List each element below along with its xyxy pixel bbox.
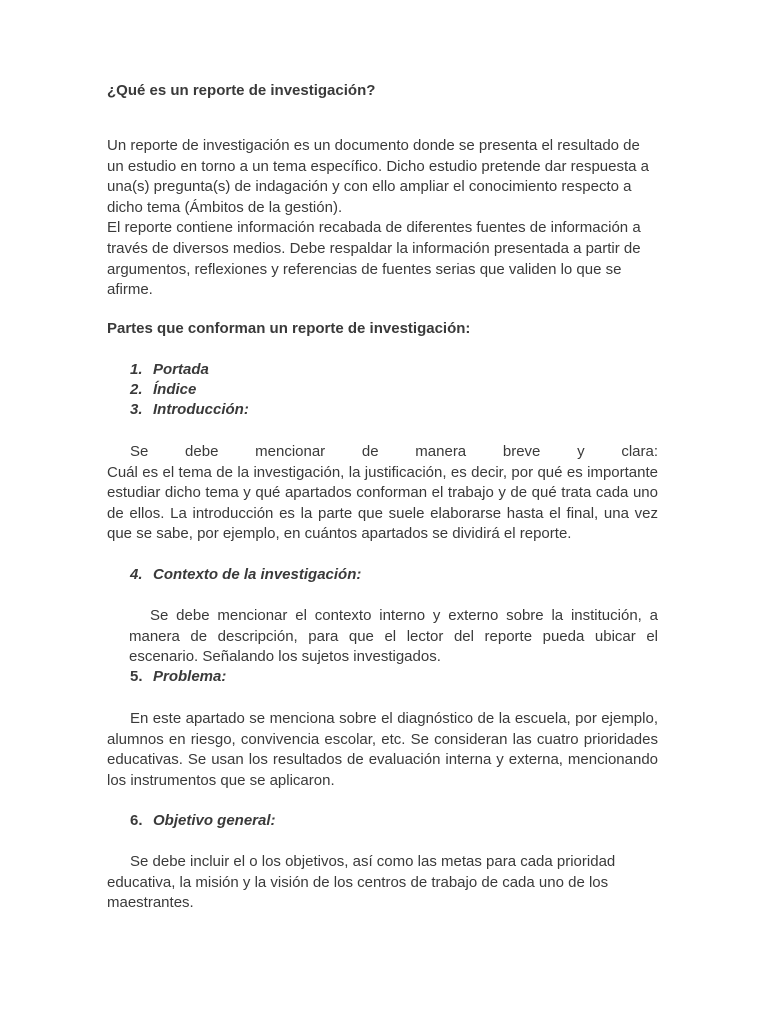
section-label: Introducción: (153, 401, 249, 418)
section-item-portada (130, 360, 209, 380)
section-item-problema (130, 667, 226, 687)
section-label: Contexto de la investigación: (153, 566, 362, 583)
section-number: 5. (130, 668, 143, 685)
intro-text-1: Un reporte de investigación es un documento donde se presenta el resultado de un estudio en torno a un tema específico. Dicho estudio pretende dar respuesta a una(s) pregunta(s) de indagación y con ello ampliar el conocimiento respecto a dicho tema (Ámbitos de la gestión). (107, 137, 650, 216)
section-number: 2. (130, 381, 143, 398)
section-label: Problema: (153, 668, 227, 685)
document-title: ¿Qué es un reporte de investigación? (107, 82, 376, 99)
parts-heading: Partes que conforman un reporte de investigación: (107, 320, 471, 337)
section-item-introduccion (130, 400, 249, 420)
section-item-objetivo (130, 811, 276, 831)
introduccion-text: Cuál es el tema de la investigación, la justificación, es decir, por qué es importante estudiar dicho tema y qué apartados conforman el trabajo y de qué trata cada uno de ellos. La introducción es la parte que suele elaborarse hasta el final, una vez que se sabe, por ejemplo, en cuántos apartados se dividirá el reporte. (107, 463, 658, 543)
intro-text-2: El reporte contiene información recabada de diferentes fuentes de información a través de diversos medios. Debe respaldar la información presentada a partir de argumentos, reflexiones y referencias de fuentes serias que validen lo que se afirme. (107, 219, 641, 299)
section-number: 1. (130, 361, 143, 378)
section-label: Portada (153, 361, 209, 378)
section-number: 3. (130, 401, 143, 418)
introduccion-paragraph (107, 442, 658, 545)
intro-paragraph (107, 136, 658, 301)
problema-paragraph: En este apartado se menciona sobre el diagnóstico de la escuela, por ejemplo, alumnos en riesgo, convivencia escolar, etc. Se consideran las cuatro prioridades educativas. Se usan los resultados de evaluación interna y externa, mencionando los instrumentos que se aplicaron. (107, 710, 658, 789)
section-label: Índice (153, 381, 197, 398)
contexto-paragraph: Se debe mencionar el contexto interno y externo sobre la institución, a manera de descripción, para que el lector del reporte pueda ubicar el escenario. Señalando los sujetos investigados. (129, 607, 658, 666)
section-number: 6. (130, 812, 143, 829)
introduccion-first-line: Se debe mencionar de manera breve y clara: (130, 443, 658, 460)
section-item-indice (130, 380, 196, 400)
section-number: 4. (130, 566, 143, 583)
section-label: Objetivo general: (153, 812, 276, 829)
objetivo-paragraph: Se debe incluir el o los objetivos, así como las metas para cada prioridad educativa, la misión y la visión de los centros de trabajo de cada uno de los maestrantes. (107, 853, 616, 912)
section-item-contexto (130, 565, 361, 585)
